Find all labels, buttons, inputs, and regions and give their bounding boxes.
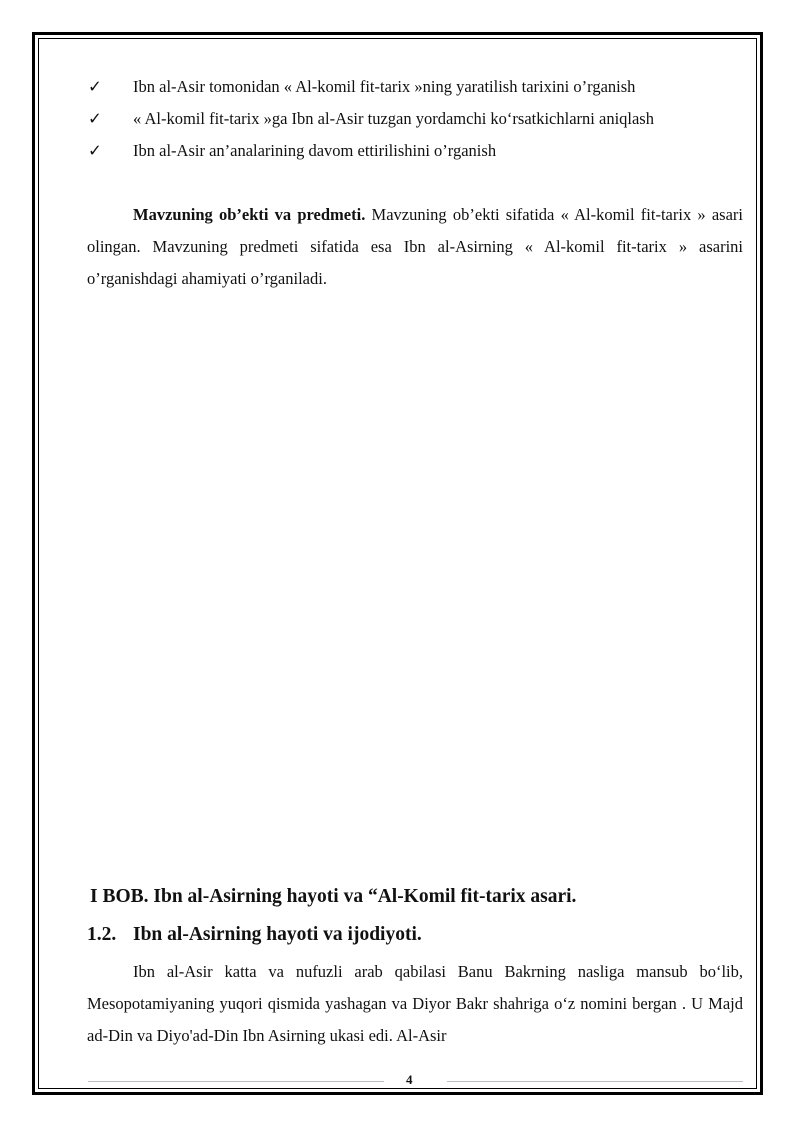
checkmark-icon: ✓ xyxy=(88,77,102,96)
list-item-text: Ibn al-Asir an’analarining davom ettirilishini o’rganish xyxy=(133,141,497,160)
footer-rule-right xyxy=(447,1081,743,1082)
list-item-text: Ibn al-Asir tomonidan « Al-komil fit-tarix »ning yaratilish tarixini o’rganish xyxy=(133,77,636,96)
section-title: Ibn al-Asirning hayoti va ijodiyoti. xyxy=(133,924,422,945)
checkmark-icon: ✓ xyxy=(88,109,102,128)
object-subject-text: Mavzuning ob’ekti sifatida « Al-komil fit-tarix » asari olingan. Mavzuning predmeti sifatida esa Ibn al-Asirning « Al-komil fit-tarix » asarini o’rganishdagi ahamiyati o’rganiladi. xyxy=(87,205,743,288)
chapter-heading: I BOB. Ibn al-Asirning hayoti va “Al-Komil fit-tarix asari. xyxy=(90,886,577,907)
body-paragraph xyxy=(87,956,743,1052)
page-number: 4 xyxy=(406,1072,413,1087)
section-heading xyxy=(87,924,422,946)
body-paragraph-text: Ibn al-Asir katta va nufuzli arab qabilasi Banu Bakrning nasliga mansub bo‘lib, Mesopotamiyaning yuqori qismida yashagan va Diyor Bakr shahriga o‘z nomini bergan . U Majd ad-Din va Diyo'ad-Din Ibn Asirning ukasi edi. Al-Asir xyxy=(87,962,743,1045)
object-subject-paragraph xyxy=(87,199,743,295)
section-number: 1.2. xyxy=(87,924,117,945)
list-item-text: « Al-komil fit-tarix »ga Ibn al-Asir tuzgan yordamchi ko‘rsatkichlarni aniqlash xyxy=(133,109,654,128)
object-subject-label: Mavzuning ob’ekti va predmeti. xyxy=(133,205,366,224)
checkmark-icon: ✓ xyxy=(88,141,102,160)
footer-rule-left xyxy=(88,1081,384,1082)
